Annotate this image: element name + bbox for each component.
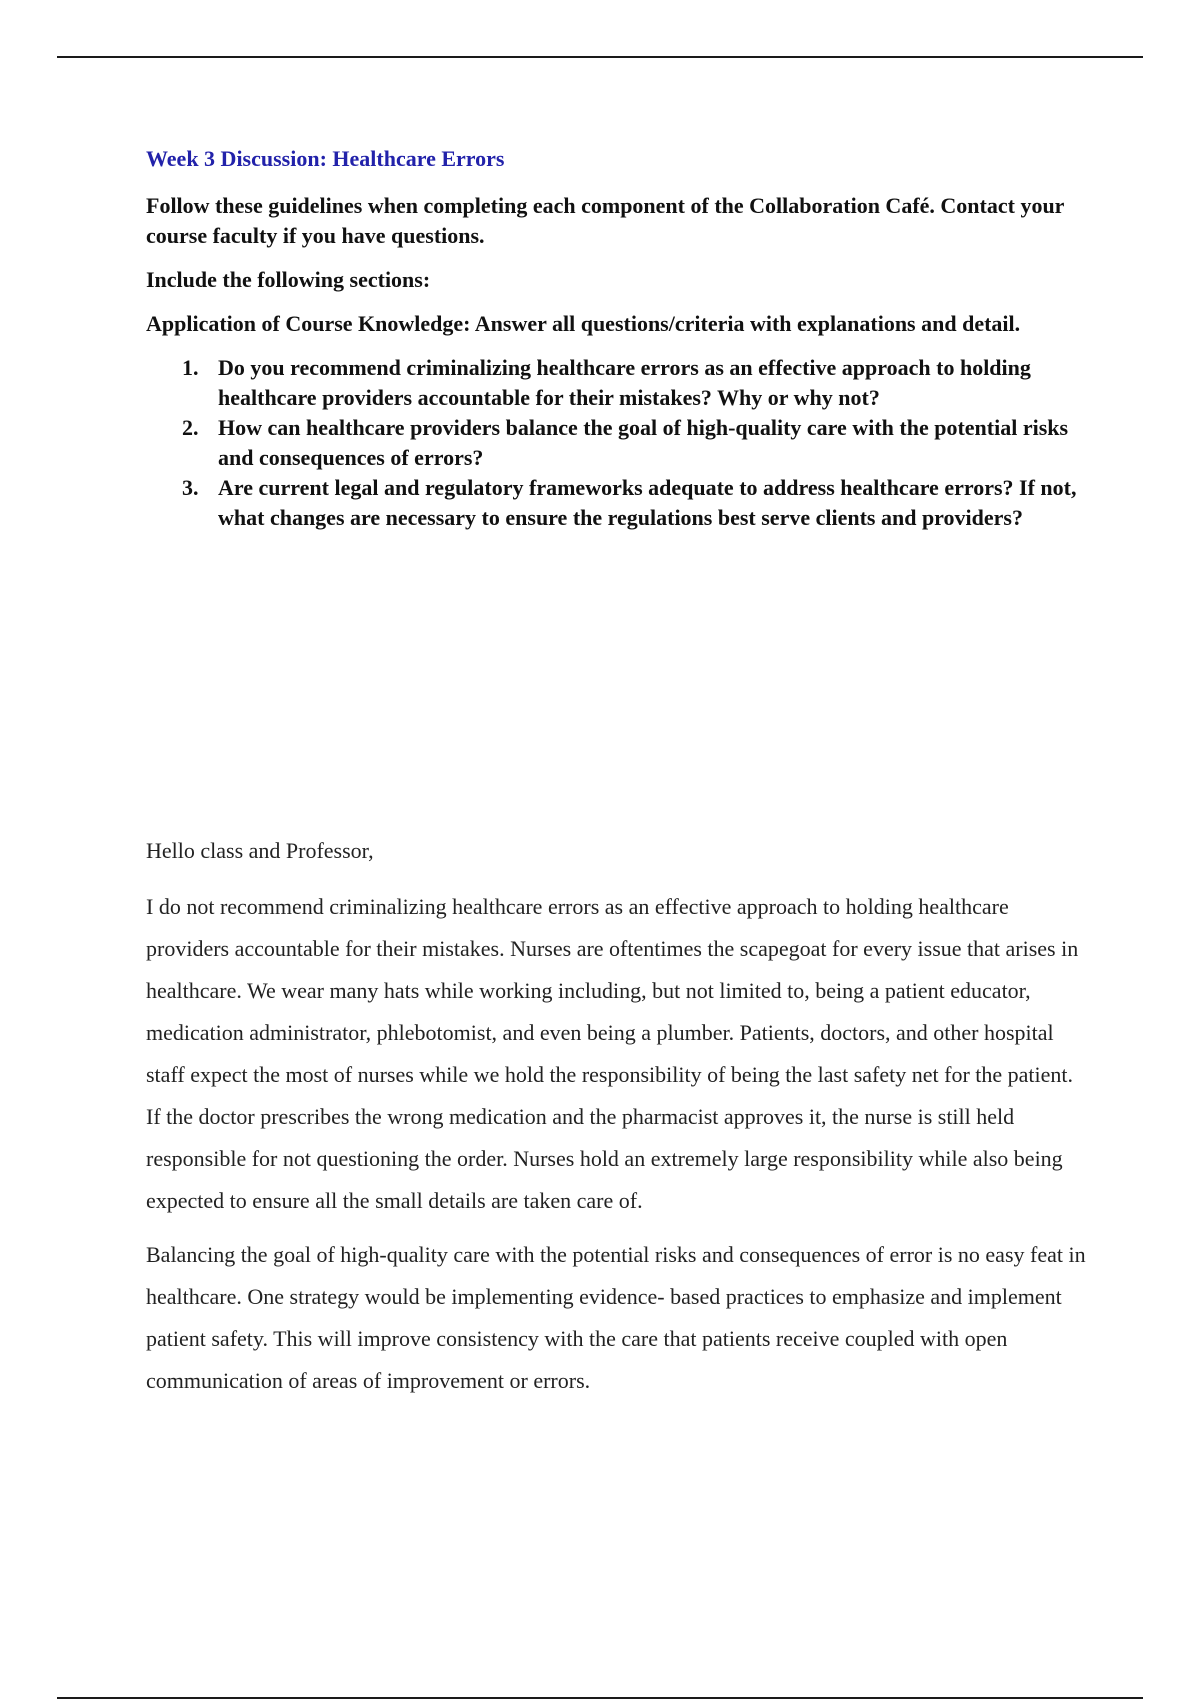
document-title: Week 3 Discussion: Healthcare Errors bbox=[146, 146, 505, 171]
question-item bbox=[146, 473, 1086, 533]
question-item bbox=[146, 353, 1086, 413]
assignment-section bbox=[146, 142, 1086, 533]
header-rule bbox=[57, 56, 1143, 58]
application-heading: Application of Course Knowledge: Answer all questions/criteria with explanations and detail. bbox=[146, 311, 1021, 336]
question-text: Do you recommend criminalizing healthcare errors as an effective approach to holding healthcare providers accountable for their mistakes? Why or why not? bbox=[218, 355, 1031, 410]
response-paragraph: Balancing the goal of high-quality care with the potential risks and consequences of error is no easy feat in healthcare. One strategy would be implementing evidence- based practices to emphasize and implement patient safety. This will improve consistency with the care that patients receive coupled with open communication of areas of improvement or errors. bbox=[146, 1242, 1086, 1393]
question-text: Are current legal and regulatory frameworks adequate to address healthcare errors? If not, what changes are necessary to ensure the regulations best serve clients and providers? bbox=[218, 475, 1077, 530]
response-section bbox=[146, 834, 1086, 1414]
response-paragraph: I do not recommend criminalizing healthcare errors as an effective approach to holding healthcare providers accountable for their mistakes. Nurses are oftentimes the scapegoat for every issue that arises in healthcare. We wear many hats while working including, but not limited to, being a patient educator, medication administrator, phlebotomist, and even being a plumber. Patients, doctors, and other hospital staff expect the most of nurses while we hold the responsibility of being the last safety net for the patient. If the doctor prescribes the wrong medication and the pharmacist approves it, the nurse is still held responsible for not questioning the order. Nurses hold an extremely large responsibility while also being expected to ensure all the small details are taken care of. bbox=[146, 894, 1079, 1213]
question-number: 2. bbox=[182, 415, 199, 440]
question-number: 3. bbox=[182, 475, 199, 500]
footer-rule bbox=[57, 1697, 1143, 1699]
greeting-text: Hello class and Professor, bbox=[146, 838, 374, 863]
question-number: 1. bbox=[182, 355, 199, 380]
question-text: How can healthcare providers balance the goal of high-quality care with the potential risks and consequences of errors? bbox=[218, 415, 1069, 470]
question-item bbox=[146, 413, 1086, 473]
guidelines-text: Follow these guidelines when completing each component of the Collaboration Café. Contact your course faculty if you have questions. bbox=[146, 193, 1065, 248]
question-list bbox=[146, 353, 1086, 533]
sections-intro: Include the following sections: bbox=[146, 267, 431, 292]
